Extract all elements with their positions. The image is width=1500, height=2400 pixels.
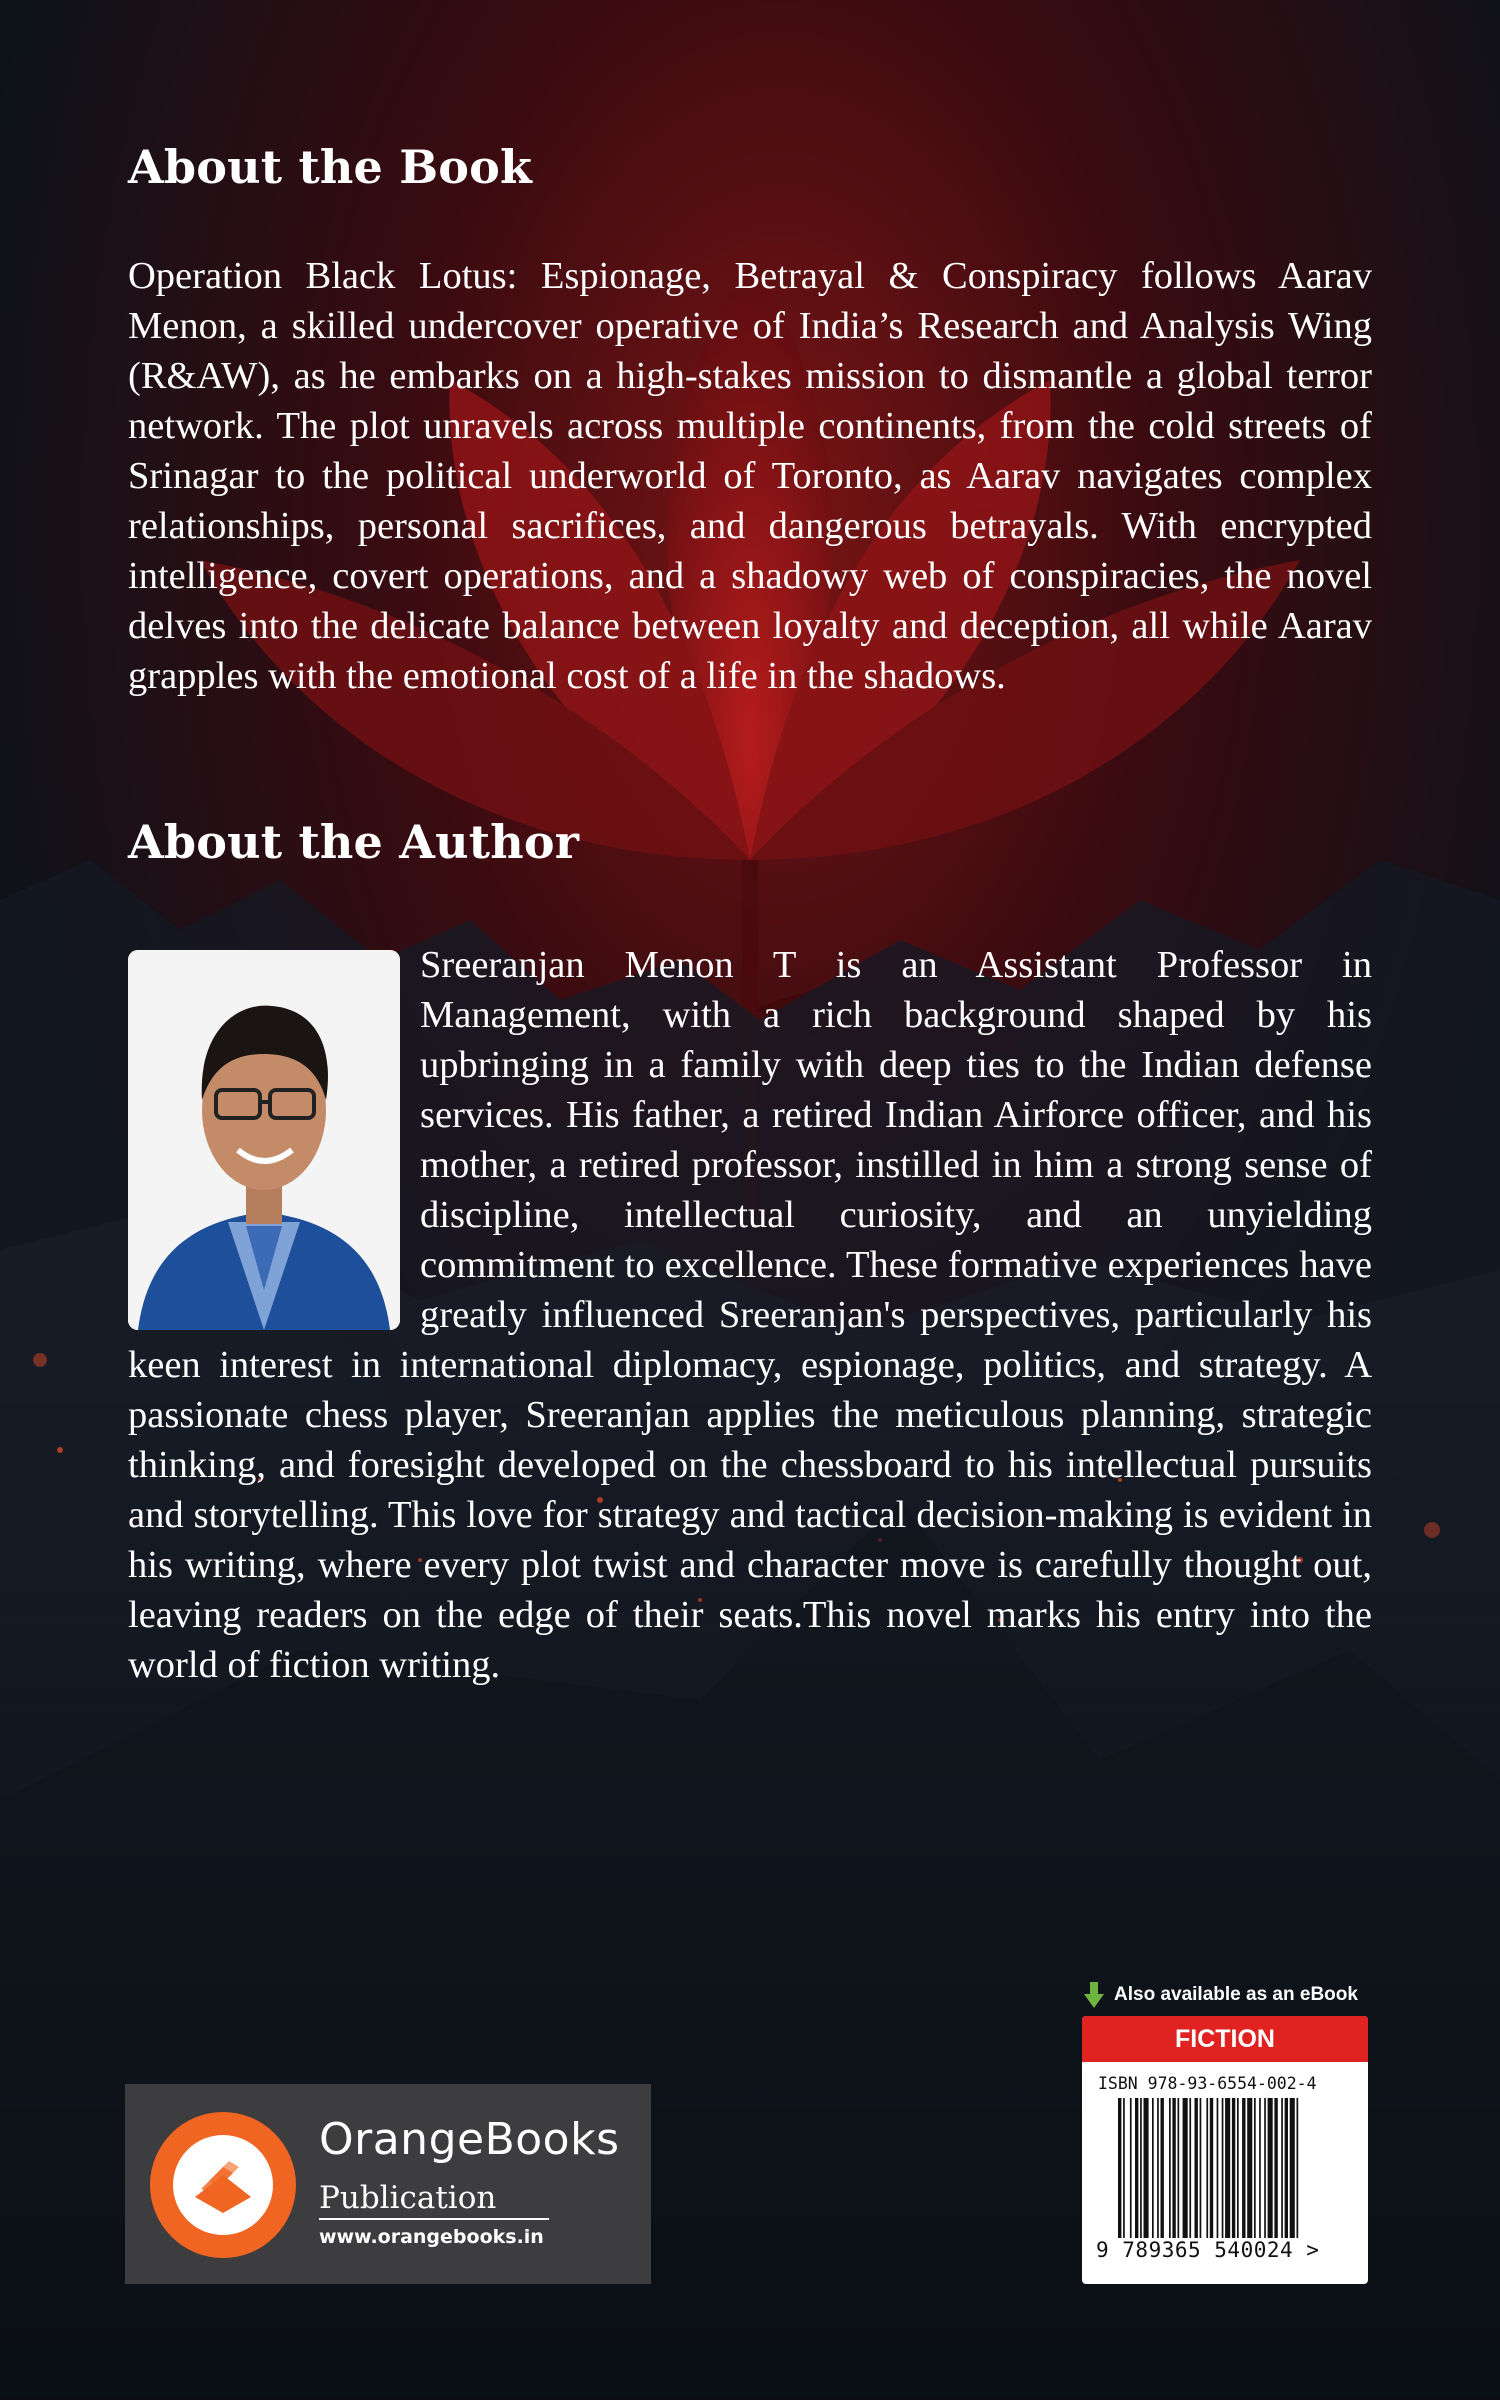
barcode-bar <box>1217 2098 1219 2238</box>
barcode-bar <box>1281 2098 1283 2238</box>
about-book-heading: About the Book <box>128 140 533 194</box>
barcode-bar <box>1264 2098 1266 2238</box>
book-synopsis: Operation Black Lotus: Espionage, Betrayal & Conspiracy follows Aarav Menon, a skilled undercover operative of India’s Research and Analysis Wing (R&AW), as he embarks on a high-stakes mission to dismantle a global terror network. The plot unravels across multiple continents, from the cold streets of Srinagar to the political underworld of Toronto, as Aarav navigates complex relationships, personal sacrifices, and dangerous betrayals. With encrypted intelligence, covert operations, and a shadowy web of conspiracies, the novel delves into the delicate balance between loyalty and deception, all while Aarav grapples with the emotional cost of a life in the shadows. <box>128 255 1372 697</box>
genre-label: FICTION <box>1082 2016 1368 2062</box>
publisher-emblem <box>150 2112 296 2258</box>
barcode-bar <box>1222 2098 1224 2238</box>
barcode-bar <box>1206 2098 1208 2238</box>
author-photo <box>128 950 400 1330</box>
barcode-bar <box>1259 2098 1261 2238</box>
barcode-bar <box>1268 2098 1273 2238</box>
barcode-bar <box>1274 2098 1277 2238</box>
barcode-bar <box>1225 2098 1230 2238</box>
barcode-image <box>1118 2098 1354 2238</box>
barcode-bar <box>1144 2098 1149 2238</box>
publisher-name: OrangeBooks <box>319 2114 620 2165</box>
ebook-note-text: Also available as an eBook <box>1114 1984 1358 2005</box>
publisher-url: www.orangebooks.in <box>319 2226 544 2248</box>
barcode-bar <box>1178 2098 1180 2238</box>
barcode-bar <box>1237 2098 1239 2238</box>
barcode-bar <box>1210 2098 1213 2238</box>
barcode-bar <box>1195 2098 1198 2238</box>
barcode-bar <box>1254 2098 1256 2238</box>
about-author-heading: About the Author <box>128 815 580 869</box>
author-bio: Sreeranjan Menon T is an Assistant Professor in Management, with a rich background shaped by his upbringing in a family with deep ties to the Indian defense services. His father, a retired Indian Airforce officer, and his mother, a retired professor, instilled in him a strong sense of discipline, intellectual curiosity, and an unyielding commitment to excellence. These formative experiences have greatly influenced Sreeranjan's perspectives, particularly his keen interest in international diplomacy, espionage, politics, and strategy. A passionate chess player, Sreeranjan applies the meticulous planning, strategic thinking, and foresight developed on the chessboard to his intellectual pursuits and storytelling. This love for strategy and tactical decision-making is evident in his writing, where every plot twist and character move is carefully thought out, leaving readers on the edge of their seats.This novel marks his entry into the world of fiction writing. <box>128 944 1372 1686</box>
barcode-bar <box>1297 2098 1299 2238</box>
barcode-bar <box>1118 2098 1121 2238</box>
isbn-text: ISBN 978-93-6554-002-4 <box>1098 2074 1317 2093</box>
download-arrow-icon <box>1084 1982 1104 2008</box>
ebook-availability <box>1084 1980 1374 2010</box>
barcode-card <box>1082 2016 1368 2284</box>
publisher-subtitle: Publication <box>319 2180 497 2216</box>
barcode-bar <box>1232 2098 1235 2238</box>
barcode-bar <box>1247 2098 1252 2238</box>
barcode-bar <box>1135 2098 1138 2238</box>
barcode-bar <box>1172 2098 1175 2238</box>
barcode-bar <box>1285 2098 1288 2238</box>
barcode-bar <box>1152 2098 1154 2238</box>
publisher-divider <box>319 2218 549 2220</box>
barcode-bar <box>1123 2098 1125 2238</box>
barcode-bar <box>1200 2098 1202 2238</box>
barcode-bar <box>1157 2098 1159 2238</box>
barcode-bar <box>1189 2098 1191 2238</box>
barcode-bar <box>1290 2098 1295 2238</box>
barcode-bar <box>1183 2098 1188 2238</box>
barcode-bar <box>1130 2098 1132 2238</box>
barcode-bar <box>1161 2098 1164 2238</box>
publisher-logo <box>125 2084 651 2284</box>
barcode-bar <box>1242 2098 1245 2238</box>
book-icon <box>173 2135 273 2235</box>
barcode-digits: 9 789365 540024 > <box>1096 2238 1320 2262</box>
barcode-bar <box>1169 2098 1171 2238</box>
barcode-bar <box>1140 2098 1142 2238</box>
